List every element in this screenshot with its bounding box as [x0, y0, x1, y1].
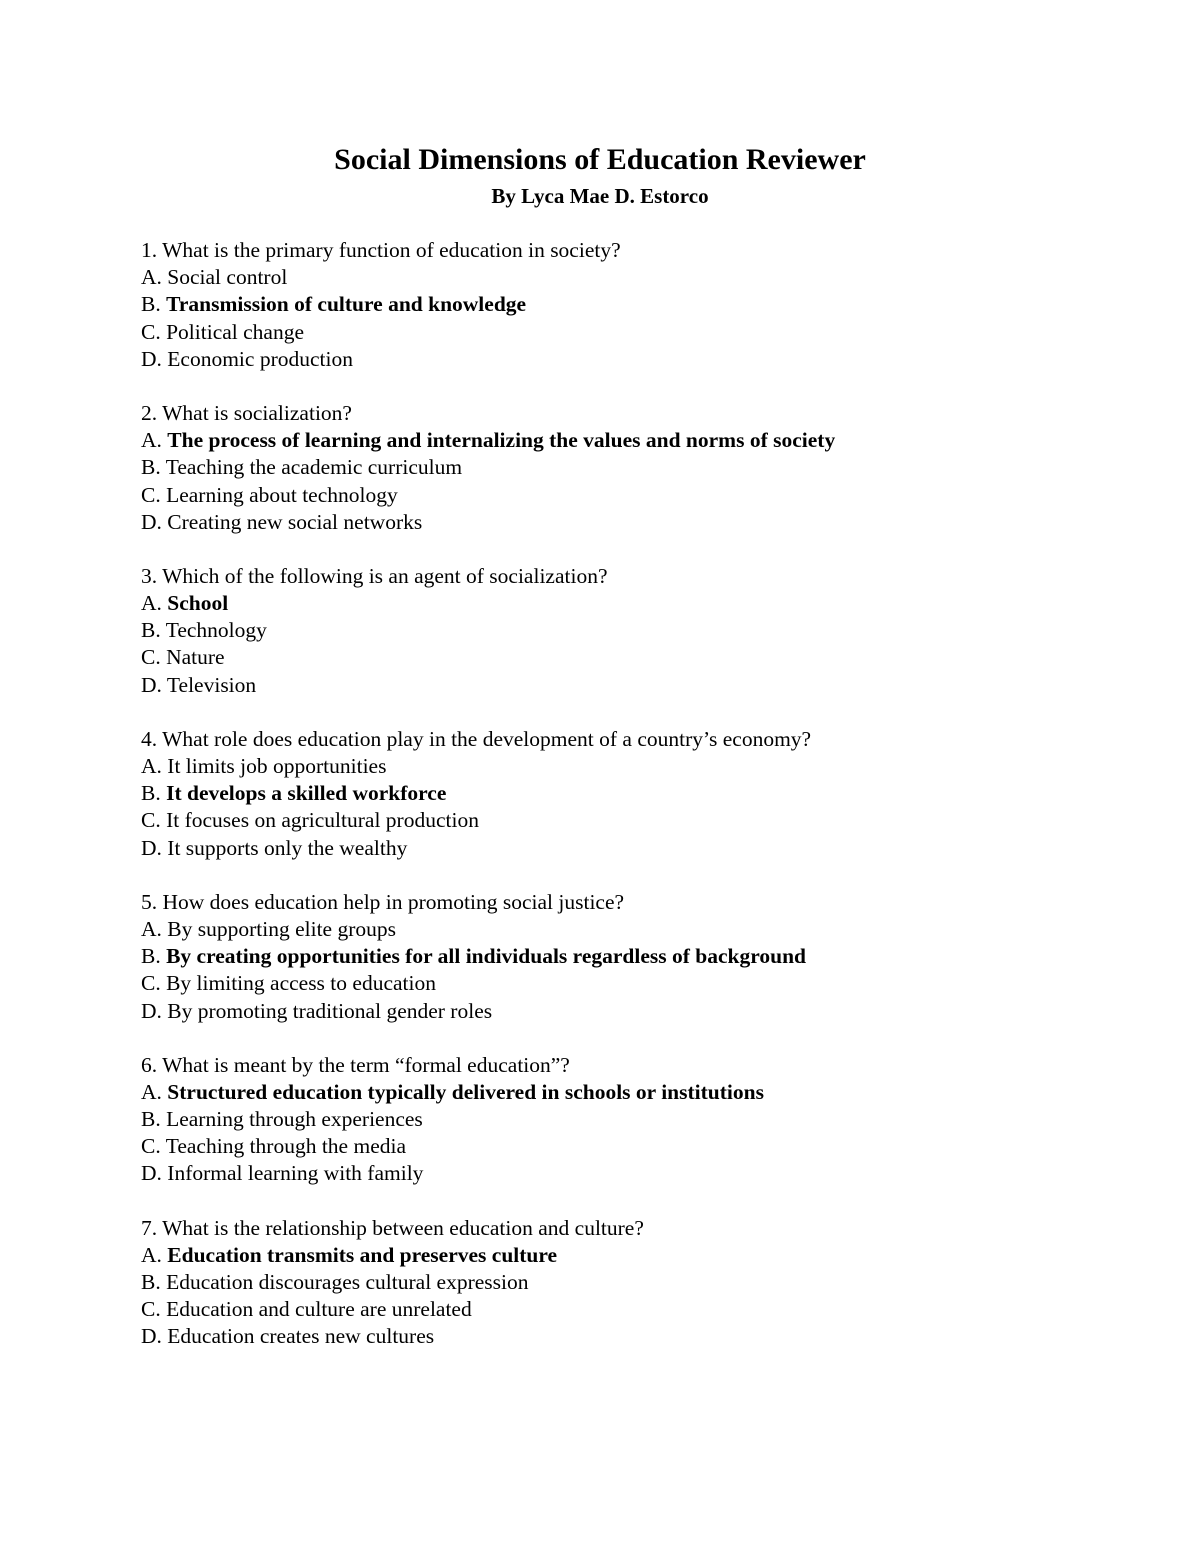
option-text: Education creates new cultures: [167, 1324, 435, 1349]
option-letter: A.: [141, 1079, 162, 1104]
option-d: [141, 509, 1141, 536]
option-text: Social control: [167, 265, 288, 290]
option-text: Economic production: [167, 346, 353, 371]
correct-answer-text: By creating opportunities for all individuals regardless of background: [166, 944, 807, 969]
option-letter: B.: [141, 781, 161, 806]
option-letter: A.: [141, 591, 162, 616]
option-a: [141, 1079, 1141, 1106]
option-letter: C.: [141, 319, 161, 344]
option-letter: C.: [141, 808, 161, 833]
option-text: By supporting elite groups: [167, 916, 397, 941]
option-text: Nature: [166, 645, 225, 670]
option-letter: A.: [141, 428, 162, 453]
question-3: [141, 563, 1141, 699]
question-prompt: 4. What role does education play in the development of a country’s economy?: [141, 726, 812, 751]
option-letter: B.: [141, 455, 161, 480]
option-d: [141, 1323, 1141, 1350]
question-prompt: 3. Which of the following is an agent of socialization?: [141, 563, 608, 588]
correct-answer-text: It develops a skilled workforce: [166, 781, 447, 806]
option-letter: B.: [141, 618, 161, 643]
option-letter: B.: [141, 944, 161, 969]
option-c: [141, 482, 1141, 509]
correct-answer-text: School: [167, 591, 229, 616]
option-c: [141, 807, 1141, 834]
question-1: [141, 237, 1141, 373]
option-a: [141, 753, 1141, 780]
option-letter: B.: [141, 1107, 161, 1132]
option-letter: D.: [141, 1161, 162, 1186]
option-d: [141, 672, 1141, 699]
option-a: [141, 1242, 1141, 1269]
option-b: [141, 1269, 1141, 1296]
option-letter: B.: [141, 292, 161, 317]
option-text: Learning about technology: [166, 482, 398, 507]
option-c: [141, 319, 1141, 346]
option-text: Teaching through the media: [165, 1134, 407, 1159]
option-a: [141, 916, 1141, 943]
correct-answer-text: The process of learning and internalizing the values and norms of society: [167, 428, 836, 453]
question-prompt: 2. What is socialization?: [141, 400, 352, 425]
option-text: Teaching the academic curriculum: [165, 455, 463, 480]
question-prompt: 1. What is the primary function of education in society?: [141, 238, 621, 262]
option-text: By limiting access to education: [166, 971, 436, 996]
question-2: [141, 400, 1141, 536]
option-d: [141, 835, 1141, 862]
option-b: [141, 291, 1141, 318]
option-c: [141, 1296, 1141, 1323]
page-title: Social Dimensions of Education Reviewer: [334, 143, 866, 176]
option-letter: A.: [141, 1242, 162, 1267]
option-letter: D.: [141, 1324, 162, 1349]
option-d: [141, 346, 1141, 373]
option-letter: A.: [141, 265, 162, 290]
option-text: It focuses on agricultural production: [166, 808, 479, 833]
question-prompt: 6. What is meant by the term “formal education”?: [141, 1052, 570, 1077]
option-letter: D.: [141, 346, 162, 371]
option-letter: D.: [141, 998, 162, 1023]
option-letter: D.: [141, 509, 162, 534]
option-text: Learning through experiences: [166, 1107, 423, 1132]
option-b: [141, 617, 1141, 644]
option-c: [141, 644, 1141, 671]
option-letter: A.: [141, 754, 162, 778]
option-letter: C.: [141, 971, 161, 996]
option-text: Television: [166, 672, 257, 697]
option-letter: B.: [141, 1270, 161, 1294]
option-letter: C.: [141, 1297, 161, 1322]
option-letter: C.: [141, 482, 161, 507]
option-letter: C.: [141, 645, 161, 670]
option-letter: A.: [141, 916, 162, 941]
option-text: By promoting traditional gender roles: [167, 998, 493, 1023]
question-5: [141, 889, 1141, 1025]
option-c: [141, 970, 1141, 997]
option-a: [141, 427, 1141, 454]
option-text: Creating new social networks: [167, 509, 423, 534]
correct-answer-text: Education transmits and preserves culture: [167, 1242, 558, 1267]
option-letter: C.: [141, 1134, 161, 1159]
author-byline: By Lyca Mae D. Estorco: [491, 184, 709, 208]
option-text: Technology: [165, 618, 267, 643]
question-7: [141, 1215, 1141, 1351]
question-list: [141, 237, 1141, 1378]
option-a: [141, 590, 1141, 617]
option-d: [141, 1160, 1141, 1187]
option-b: [141, 780, 1141, 807]
option-text: Education and culture are unrelated: [166, 1297, 472, 1322]
option-b: [141, 454, 1141, 481]
option-b: [141, 1106, 1141, 1133]
option-text: Education discourages cultural expression: [166, 1270, 529, 1294]
option-a: [141, 264, 1141, 291]
option-text: It supports only the wealthy: [167, 835, 408, 860]
question-6: [141, 1052, 1141, 1188]
option-letter: D.: [141, 672, 162, 697]
option-text: Informal learning with family: [167, 1161, 424, 1186]
question-prompt: 5. How does education help in promoting social justice?: [141, 889, 625, 914]
option-letter: D.: [141, 835, 162, 860]
option-b: [141, 943, 1141, 970]
question-4: [141, 726, 1141, 862]
question-prompt: 7. What is the relationship between education and culture?: [141, 1215, 644, 1240]
option-text: Political change: [166, 319, 305, 344]
option-text: It limits job opportunities: [167, 754, 387, 778]
correct-answer-text: Transmission of culture and knowledge: [166, 292, 527, 317]
correct-answer-text: Structured education typically delivered in schools or institutions: [167, 1079, 764, 1104]
option-c: [141, 1133, 1141, 1160]
option-d: [141, 998, 1141, 1025]
